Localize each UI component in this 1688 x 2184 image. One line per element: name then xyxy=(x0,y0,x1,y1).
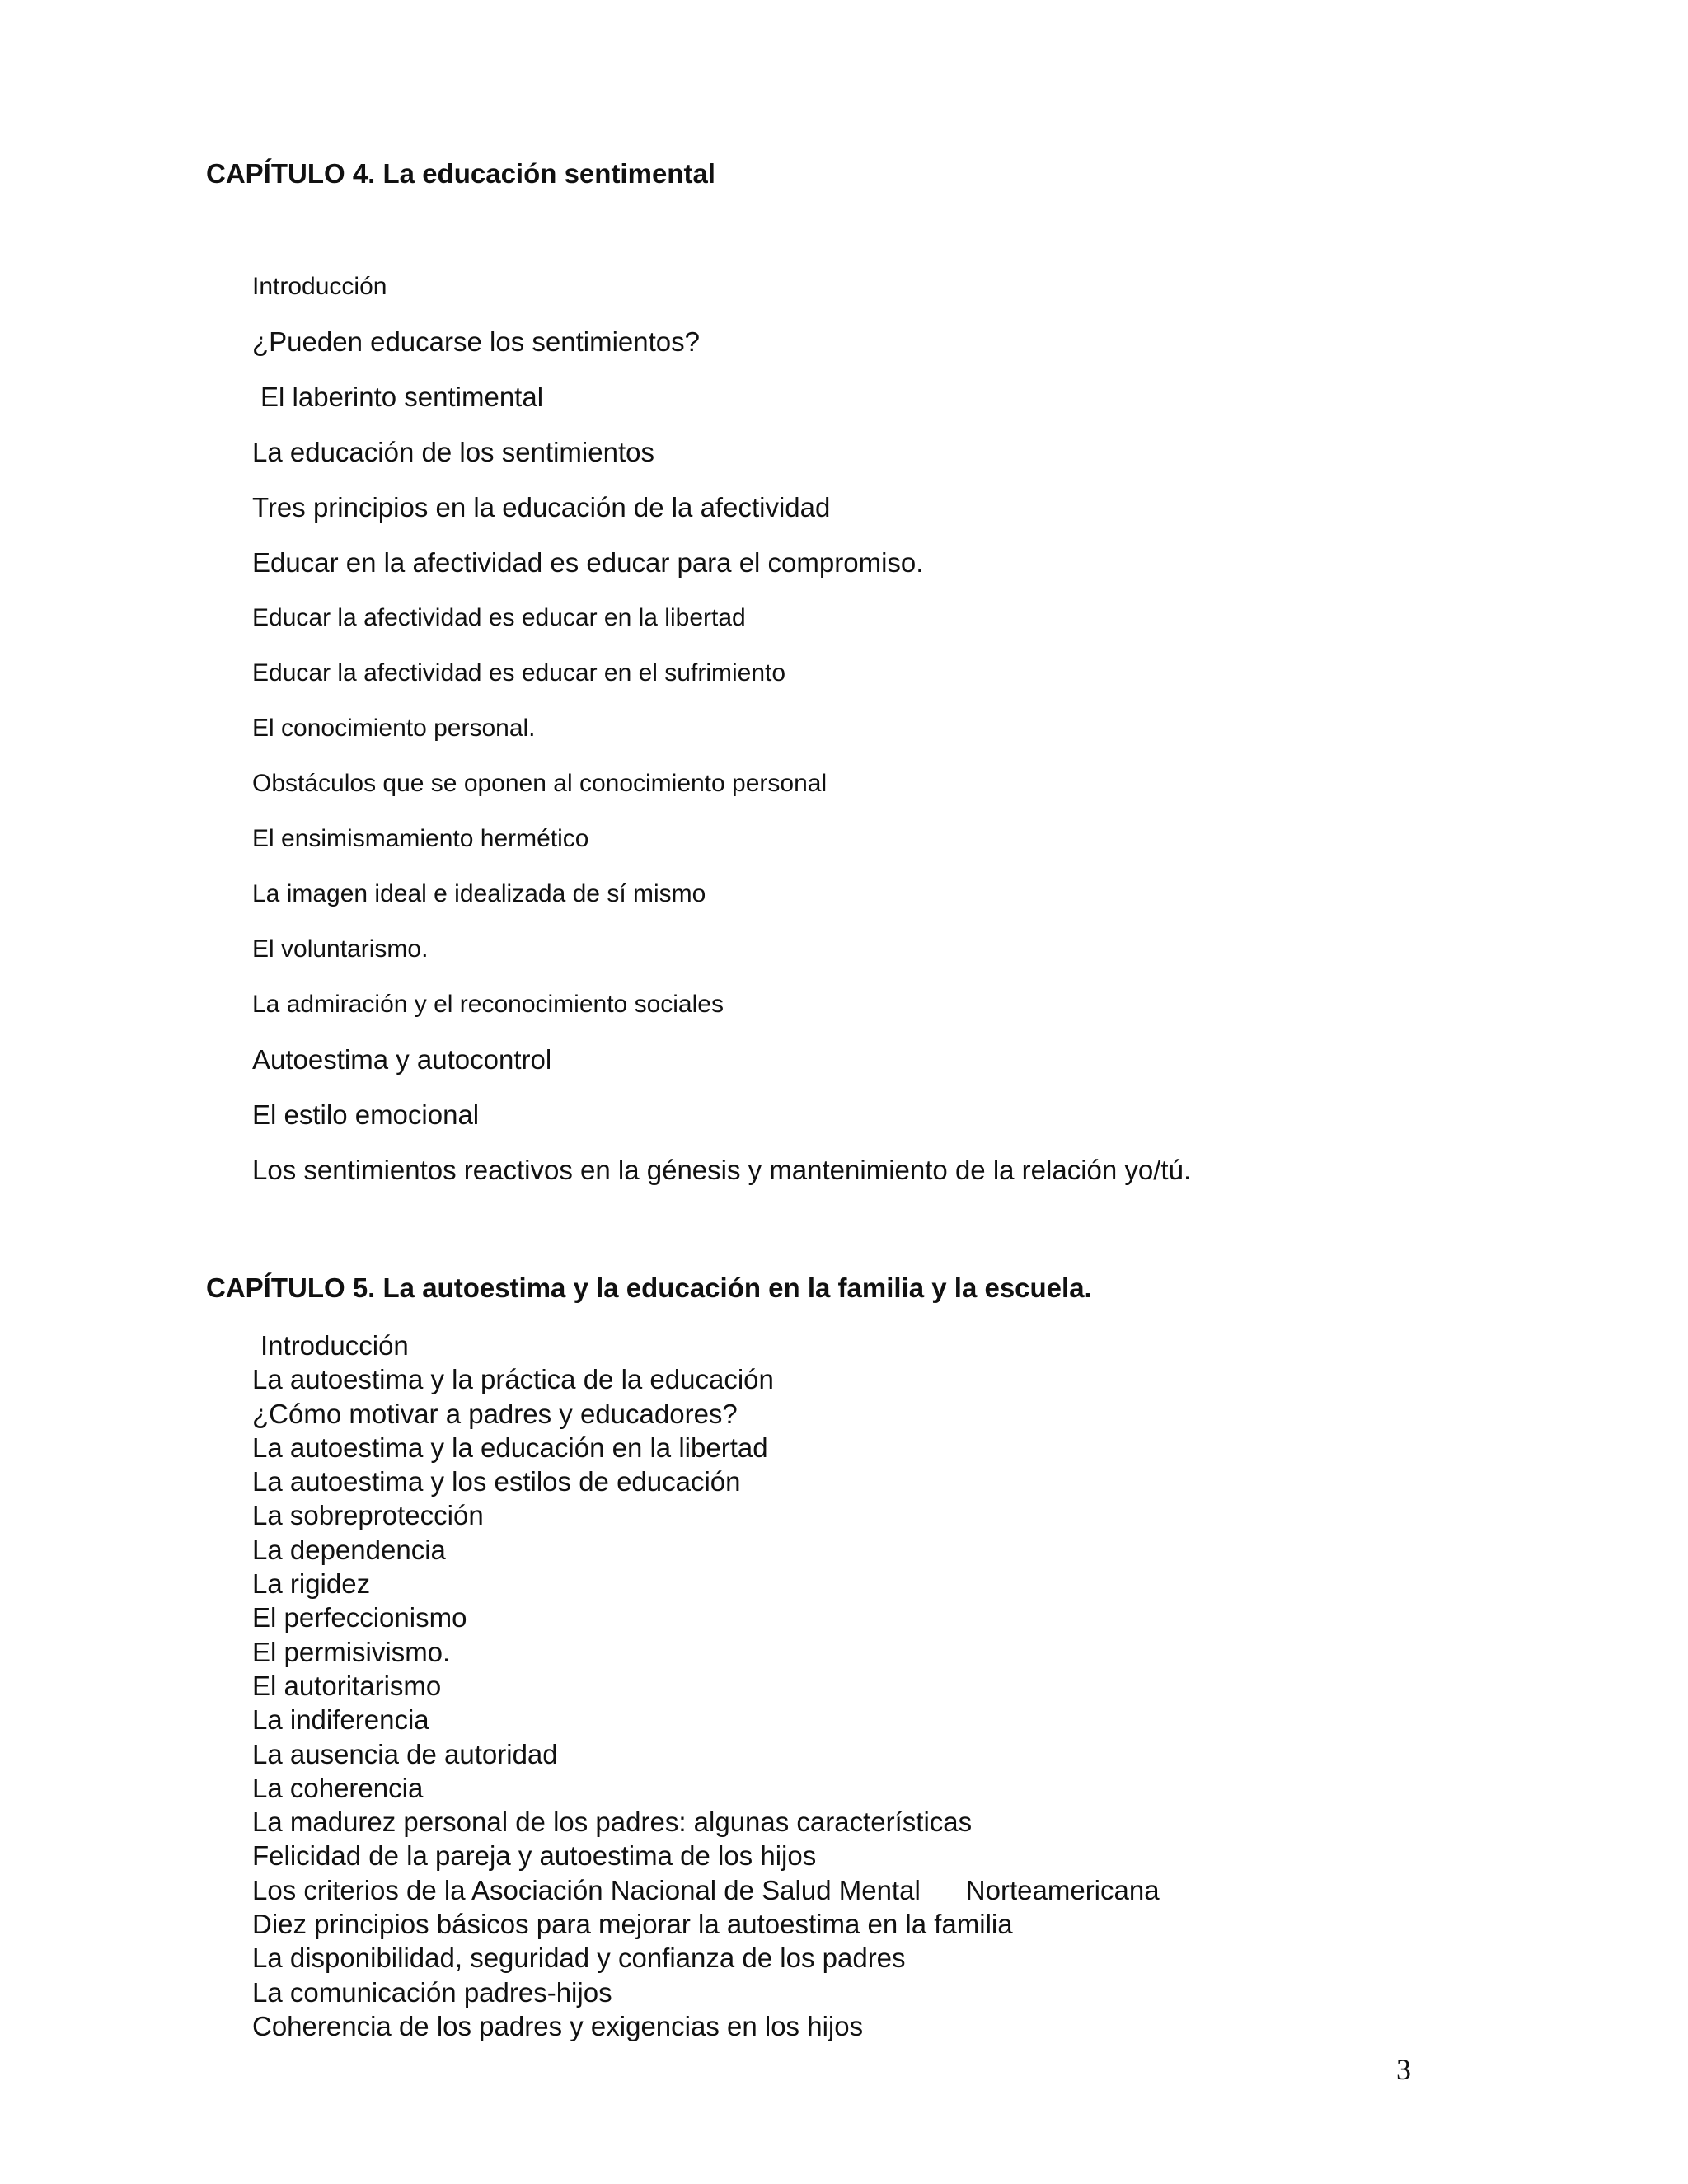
list-item: ¿Pueden educarse los sentimientos? xyxy=(252,326,700,357)
list-item: La madurez personal de los padres: algunas características xyxy=(252,1807,973,1838)
list-item: El autoritarismo xyxy=(252,1670,442,1701)
list-item: La educación de los sentimientos xyxy=(252,437,654,467)
list-item: La imagen ideal e idealizada de sí mismo xyxy=(252,880,706,907)
list-item: Educar la afectividad es educar en el sufrimiento xyxy=(252,659,786,687)
list-item: La dependencia xyxy=(252,1534,446,1565)
list-item: Los sentimientos reactivos en la génesis y mantenimiento de la relación yo/tú. xyxy=(252,1155,1192,1185)
list-item: El laberinto sentimental xyxy=(260,382,544,412)
chapter-4-contents xyxy=(252,269,1191,1207)
chapter-5-contents xyxy=(252,1329,1160,2043)
list-item: Educar la afectividad es educar en la libertad xyxy=(252,604,746,631)
list-item: La ausencia de autoridad xyxy=(252,1738,558,1769)
list-item: Los criterios de la Asociación Nacional de Salud Mental Norteamericana xyxy=(252,1874,1160,1905)
list-item: Tres principios en la educación de la afectividad xyxy=(252,492,831,523)
list-item: El perfeccionismo xyxy=(252,1602,467,1633)
chapter-5-title: CAPÍTULO 5. La autoestima y la educación en la familia y la escuela. xyxy=(206,1272,1092,1303)
list-item: La autoestima y los estilos de educación xyxy=(252,1466,741,1497)
list-item: La autoestima y la práctica de la educación xyxy=(252,1364,774,1395)
page-number: 3 xyxy=(1396,2053,1411,2086)
list-item: El ensimismamiento hermético xyxy=(252,825,589,852)
list-item: La admiración y el reconocimiento sociales xyxy=(252,991,724,1018)
list-item: La rigidez xyxy=(252,1568,371,1600)
list-item: Obstáculos que se oponen al conocimiento personal xyxy=(252,770,828,797)
list-item: Educar en la afectividad es educar para el compromiso. xyxy=(252,547,924,578)
list-item: Introducción xyxy=(252,273,387,300)
list-item: Autoestima y autocontrol xyxy=(252,1044,552,1075)
list-item: La indiferencia xyxy=(252,1704,429,1736)
list-item: El conocimiento personal. xyxy=(252,715,536,742)
list-item: Introducción xyxy=(260,1330,409,1361)
list-item: ¿Cómo motivar a padres y educadores? xyxy=(252,1398,738,1429)
chapter-4-title: CAPÍTULO 4. La educación sentimental xyxy=(206,158,715,189)
list-item: La sobreprotección xyxy=(252,1500,484,1531)
list-item: El permisivismo. xyxy=(252,1636,451,1667)
list-item: Diez principios básicos para mejorar la autoestima en la familia xyxy=(252,1909,1013,1940)
list-item: La coherencia xyxy=(252,1772,424,1803)
list-item: La comunicación padres-hijos xyxy=(252,1976,612,2008)
list-item: La autoestima y la educación en la libertad xyxy=(252,1432,768,1463)
list-item: Felicidad de la pareja y autoestima de los hijos xyxy=(252,1840,817,1872)
list-item: El voluntarismo. xyxy=(252,935,429,963)
list-item: Coherencia de los padres y exigencias en los hijos xyxy=(252,2010,864,2041)
list-item: El estilo emocional xyxy=(252,1099,480,1130)
list-item: La disponibilidad, seguridad y confianza de los padres xyxy=(252,1943,906,1974)
